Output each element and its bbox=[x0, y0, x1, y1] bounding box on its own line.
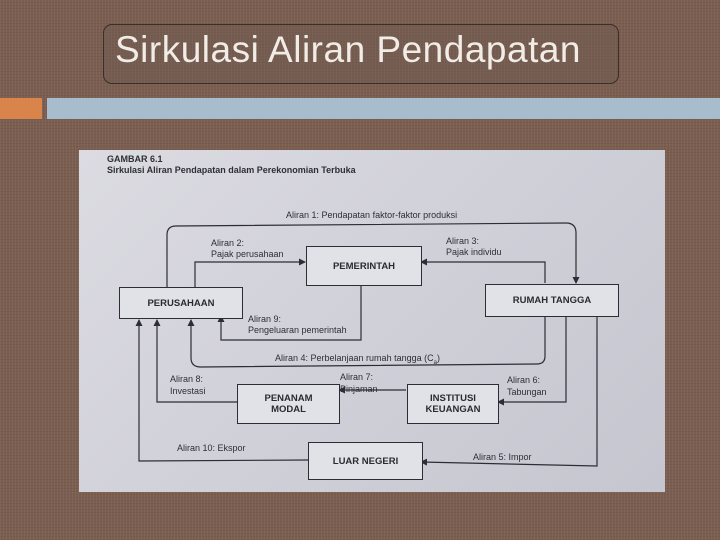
aliran3-label-b: Pajak individu bbox=[446, 247, 502, 257]
aliran5-label: Aliran 5: Impor bbox=[473, 452, 532, 462]
box-pemerintah bbox=[306, 246, 422, 286]
box-penanam-modal bbox=[237, 384, 340, 424]
aliran1-label: Aliran 1: Pendapatan faktor-faktor produksi bbox=[286, 210, 458, 220]
aliran2-line bbox=[195, 262, 305, 287]
aliran2-label-b: Pajak perusahaan bbox=[211, 249, 284, 259]
slide-title: Sirkulasi Aliran Pendapatan bbox=[115, 29, 582, 70]
box-luar-negeri-label: LUAR NEGERI bbox=[332, 455, 399, 467]
aliran4-close: ) bbox=[436, 353, 440, 363]
flow-lines bbox=[79, 150, 665, 492]
aliran8-label-a: Aliran 8: bbox=[170, 374, 204, 384]
diagram-photo bbox=[79, 150, 665, 492]
accent-bar-blue bbox=[47, 98, 720, 119]
aliran8-label-b: Investasi bbox=[170, 386, 206, 396]
aliran3-label-a: Aliran 3: bbox=[446, 236, 480, 246]
aliran2-label-a: Aliran 2: bbox=[211, 238, 245, 248]
aliran4-subscript: a bbox=[433, 359, 437, 366]
box-institusi-keuangan bbox=[407, 384, 499, 424]
aliran10-label: Aliran 10: Ekspor bbox=[177, 443, 246, 453]
aliran6-label-a: Aliran 6: bbox=[507, 375, 541, 385]
aliran9-label-a: Aliran 9: bbox=[248, 314, 282, 324]
aliran7-label-a: Aliran 7: bbox=[340, 372, 374, 382]
figure-caption bbox=[107, 154, 356, 176]
aliran4-label bbox=[275, 353, 440, 368]
box-institusi-label-1: INSTITUSI bbox=[430, 393, 476, 404]
box-pemerintah-label: PEMERINTAH bbox=[332, 260, 396, 272]
box-rumah-tangga bbox=[485, 284, 619, 317]
box-penanam-label-1: PENANAM bbox=[264, 393, 313, 404]
box-luar-negeri bbox=[308, 442, 423, 480]
box-rumah-tangga-label: RUMAH TANGGA bbox=[512, 295, 592, 306]
figure-number: GAMBAR 6.1 bbox=[107, 154, 163, 164]
aliran6-label-b: Tabungan bbox=[507, 387, 547, 397]
figure-caption-text: Sirkulasi Aliran Pendapatan dalam Perekonomian Terbuka bbox=[107, 165, 356, 175]
accent-bar-orange bbox=[0, 98, 42, 119]
box-penanam-label-2: MODAL bbox=[271, 404, 306, 415]
box-institusi-label-2: KEUANGAN bbox=[425, 404, 481, 415]
aliran3-line bbox=[421, 262, 545, 283]
aliran9-label-b: Pengeluaran pemerintah bbox=[248, 325, 347, 335]
box-perusahaan-label: PERUSAHAAN bbox=[147, 297, 215, 309]
aliran7-label-b: Pinjaman bbox=[340, 384, 378, 394]
aliran4-text: Aliran 4: Perbelanjaan rumah tangga (C bbox=[275, 353, 434, 363]
box-perusahaan bbox=[119, 287, 243, 319]
